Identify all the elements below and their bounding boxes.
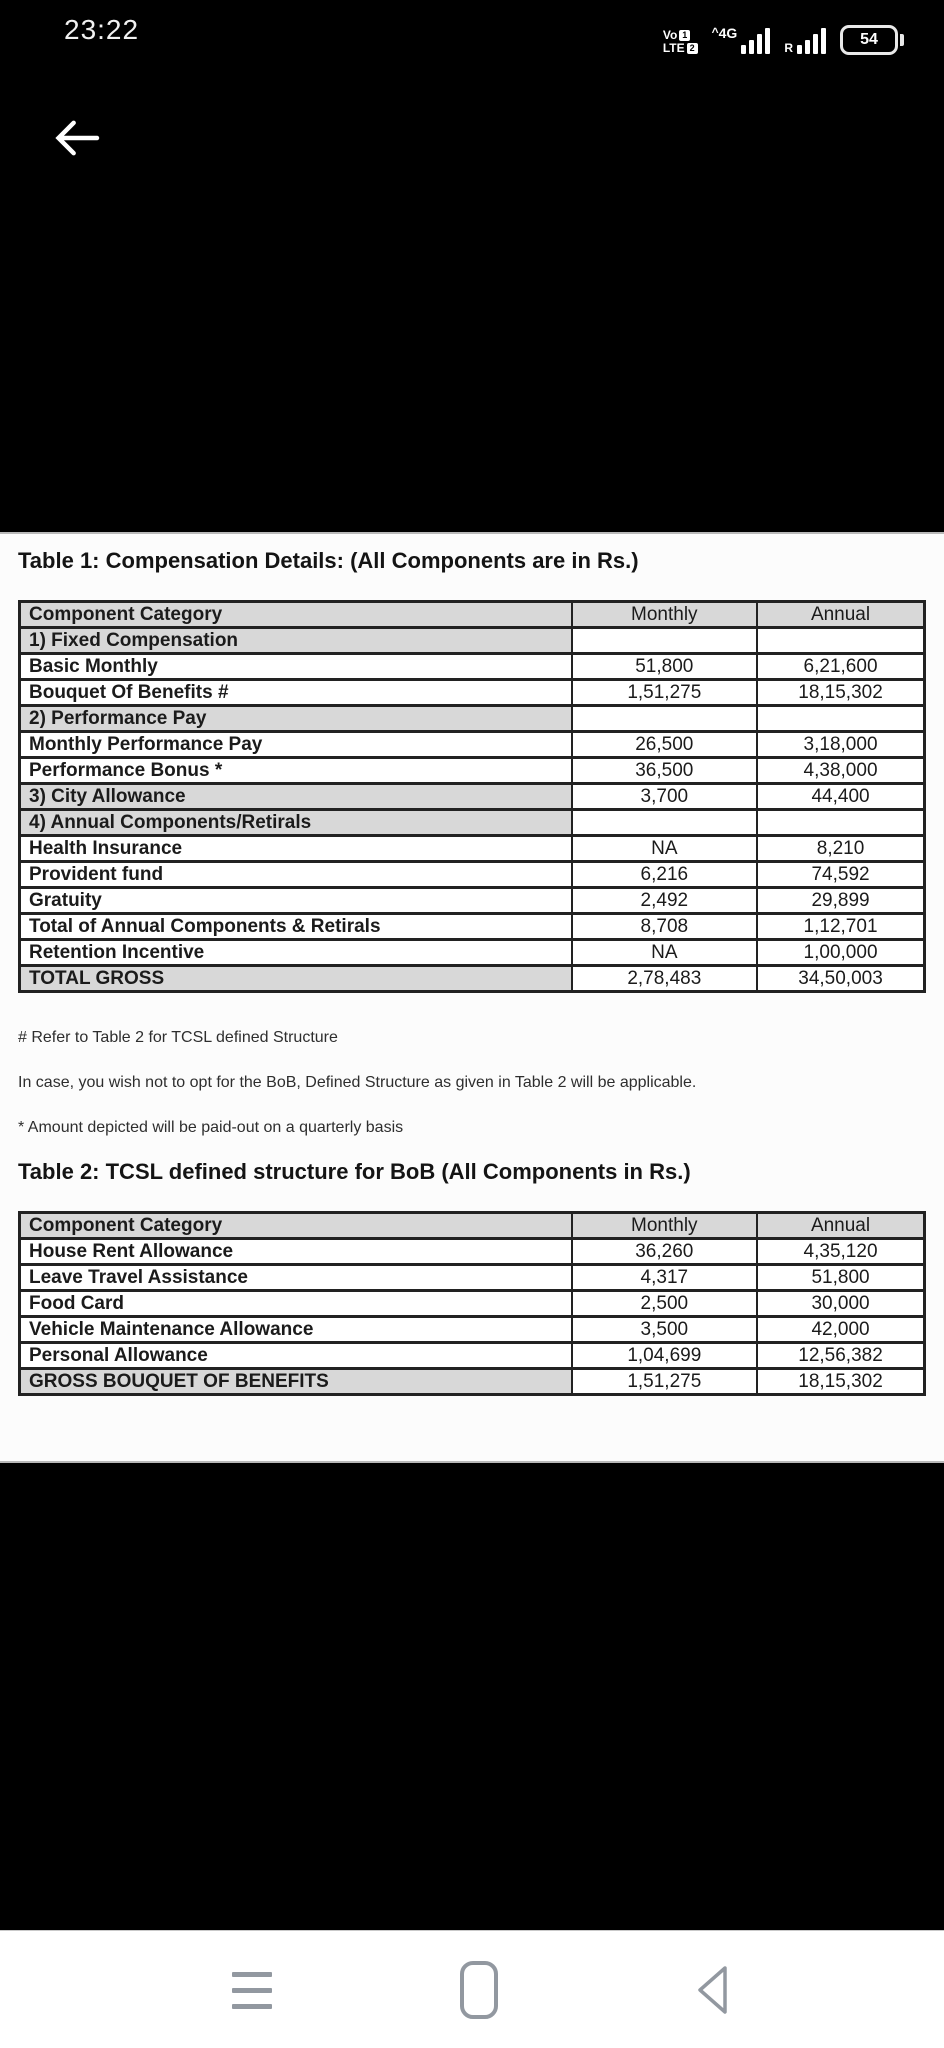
- roaming-indicator: R: [784, 41, 793, 55]
- footnote-bouquet: # Refer to Table 2 for TCSL defined Structure: [18, 1029, 338, 1046]
- annual-value: 51,800: [757, 1265, 924, 1291]
- monthly-value: 51,800: [572, 654, 758, 680]
- table-row: [20, 680, 925, 706]
- monthly-value: 3,500: [572, 1317, 758, 1343]
- row-label: 4) Annual Components/Retirals: [20, 810, 572, 836]
- signal-bars-icon: [797, 28, 826, 54]
- row-label: Health Insurance: [20, 836, 572, 862]
- row-label: 2) Performance Pay: [20, 706, 572, 732]
- monthly-value: 26,500: [572, 732, 758, 758]
- annual-value: 18,15,302: [757, 680, 924, 706]
- table-row: [20, 1291, 925, 1317]
- table1-title: Table 1: Compensation Details: (All Components are in Rs.): [18, 548, 639, 573]
- battery-icon: [840, 25, 904, 56]
- row-label: GROSS BOUQUET OF BENEFITS: [20, 1369, 572, 1395]
- table-row: [20, 1369, 925, 1395]
- row-label: Total of Annual Components & Retirals: [20, 914, 572, 940]
- annual-value: [757, 810, 924, 836]
- table-header-row: [20, 1213, 925, 1239]
- annual-value: 74,592: [757, 862, 924, 888]
- recents-menu-button[interactable]: [192, 1931, 312, 2048]
- annual-value: 29,899: [757, 888, 924, 914]
- column-header: Monthly: [572, 1213, 758, 1239]
- annual-value: 4,35,120: [757, 1239, 924, 1265]
- home-icon: [460, 1961, 498, 2019]
- nav-back-button[interactable]: [653, 1931, 773, 2048]
- monthly-value: 1,04,699: [572, 1343, 758, 1369]
- table-row: [20, 888, 925, 914]
- annual-value: 30,000: [757, 1291, 924, 1317]
- monthly-value: 36,500: [572, 758, 758, 784]
- table-row: [20, 628, 925, 654]
- footnote-bob: In case, you wish not to opt for the BoB, Defined Structure as given in Table 2 will be applicable.: [18, 1074, 697, 1091]
- table-row: [20, 732, 925, 758]
- monthly-value: [572, 810, 758, 836]
- row-label: Basic Monthly: [20, 654, 572, 680]
- monthly-value: 1,51,275: [572, 1369, 758, 1395]
- monthly-value: 2,500: [572, 1291, 758, 1317]
- annual-value: [757, 628, 924, 654]
- monthly-value: 2,492: [572, 888, 758, 914]
- column-header: Monthly: [572, 602, 758, 628]
- row-label: 1) Fixed Compensation: [20, 628, 572, 654]
- table2-title: Table 2: TCSL defined structure for BoB (All Components in Rs.): [18, 1159, 691, 1184]
- column-header: Annual: [757, 602, 924, 628]
- monthly-value: 4,317: [572, 1265, 758, 1291]
- signal-sim1-icon: [712, 25, 771, 56]
- table-row: [20, 1239, 925, 1265]
- row-label: Food Card: [20, 1291, 572, 1317]
- monthly-value: [572, 706, 758, 732]
- data-activity-icon: ^: [711, 25, 719, 39]
- row-label: Leave Travel Assistance: [20, 1265, 572, 1291]
- table-row: [20, 940, 925, 966]
- volte-sim2-label: LTE: [662, 41, 685, 55]
- row-label: 3) City Allowance: [20, 784, 572, 810]
- monthly-value: 36,260: [572, 1239, 758, 1265]
- footnote-quarterly: * Amount depicted will be paid-out on a quarterly basis: [18, 1119, 404, 1136]
- annual-value: 1,12,701: [757, 914, 924, 940]
- monthly-value: [572, 628, 758, 654]
- column-header: Component Category: [20, 1213, 572, 1239]
- column-header: Annual: [757, 1213, 924, 1239]
- annual-value: 12,56,382: [757, 1343, 924, 1369]
- monthly-value: NA: [572, 836, 758, 862]
- table-row: [20, 758, 925, 784]
- sim1-badge: 1: [679, 30, 690, 41]
- row-label: Bouquet Of Benefits #: [20, 680, 572, 706]
- document-page: [0, 532, 944, 1463]
- row-label: House Rent Allowance: [20, 1239, 572, 1265]
- volte-dual-sim-icon: [663, 29, 698, 56]
- table-row: [20, 836, 925, 862]
- row-label: Performance Bonus *: [20, 758, 572, 784]
- annual-value: 18,15,302: [757, 1369, 924, 1395]
- sim2-badge: 2: [687, 43, 698, 54]
- signal-sim2-icon: [784, 28, 826, 56]
- monthly-value: 8,708: [572, 914, 758, 940]
- annual-value: 44,400: [757, 784, 924, 810]
- annual-value: 3,18,000: [757, 732, 924, 758]
- compensation-table-2: [18, 1211, 926, 1396]
- annual-value: 8,210: [757, 836, 924, 862]
- menu-icon: [232, 1972, 272, 2009]
- compensation-table-1: [18, 600, 926, 993]
- table-row: [20, 966, 925, 992]
- status-icons: [663, 16, 904, 56]
- table-header-row: [20, 602, 925, 628]
- signal-bars-icon: [741, 28, 770, 54]
- home-button[interactable]: [419, 1931, 539, 2048]
- annual-value: 1,00,000: [757, 940, 924, 966]
- table-row: [20, 1343, 925, 1369]
- annual-value: 6,21,600: [757, 654, 924, 680]
- network-type-label: 4G: [718, 25, 738, 41]
- monthly-value: 1,51,275: [572, 680, 758, 706]
- row-label: Provident fund: [20, 862, 572, 888]
- table-row: [20, 862, 925, 888]
- column-header: Component Category: [20, 602, 572, 628]
- battery-percent: 54: [860, 31, 878, 48]
- annual-value: 42,000: [757, 1317, 924, 1343]
- monthly-value: 3,700: [572, 784, 758, 810]
- annual-value: [757, 706, 924, 732]
- monthly-value: 6,216: [572, 862, 758, 888]
- table-row: [20, 654, 925, 680]
- table-row: [20, 706, 925, 732]
- back-arrow-button[interactable]: [46, 108, 106, 168]
- monthly-value: 2,78,483: [572, 966, 758, 992]
- annual-value: 34,50,003: [757, 966, 924, 992]
- android-nav-bar: [0, 1930, 944, 2048]
- row-label: Personal Allowance: [20, 1343, 572, 1369]
- annual-value: 4,38,000: [757, 758, 924, 784]
- row-label: TOTAL GROSS: [20, 966, 572, 992]
- row-label: Vehicle Maintenance Allowance: [20, 1317, 572, 1343]
- back-triangle-icon: [691, 1963, 735, 2017]
- monthly-value: NA: [572, 940, 758, 966]
- table-row: [20, 1317, 925, 1343]
- table-row: [20, 784, 925, 810]
- row-label: Monthly Performance Pay: [20, 732, 572, 758]
- row-label: Gratuity: [20, 888, 572, 914]
- back-arrow-icon: [48, 110, 104, 166]
- table-row: [20, 914, 925, 940]
- row-label: Retention Incentive: [20, 940, 572, 966]
- clock: 23:22: [64, 14, 140, 45]
- table-row: [20, 1265, 925, 1291]
- table-row: [20, 810, 925, 836]
- volte-sim1-label: Vo: [662, 28, 678, 42]
- status-bar: [0, 0, 944, 70]
